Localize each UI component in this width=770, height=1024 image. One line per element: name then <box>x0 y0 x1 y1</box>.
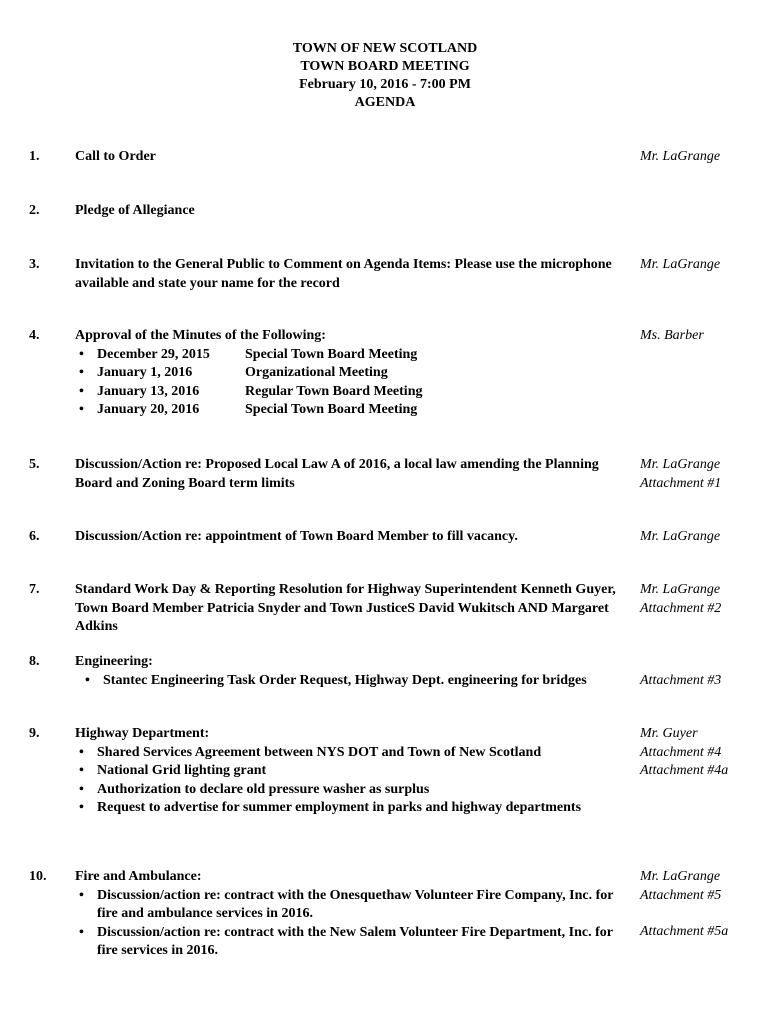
minutes-entry <box>75 401 635 420</box>
item-number: 4. <box>29 328 40 343</box>
item-heading: Highway Department: <box>75 726 210 741</box>
item-number: 10. <box>29 869 47 884</box>
item-number: 9. <box>29 726 40 741</box>
minutes-type: Special Town Board Meeting <box>245 346 418 362</box>
attachment-ref: Attachment #3 <box>640 672 722 688</box>
meeting-name: TOWN BOARD MEETING <box>300 59 470 74</box>
item-text: Standard Work Day & Reporting Resolution for Highway Superintendent Kenneth Guyer, Town Board Member Patricia Snyder and Town JusticeS David Wukitsch AND Margaret Adkins <box>75 582 616 634</box>
agenda-title: AGENDA <box>354 95 416 110</box>
item-text <box>75 653 645 690</box>
attachment-ref: Attachment #5a <box>640 924 729 939</box>
bullet-item: • Discussion/action re: contract with the New Salem Volunteer Fire Department, Inc. for fire services in 2016. <box>75 924 615 961</box>
minutes-entry <box>75 383 635 402</box>
item-number: 2. <box>29 203 40 218</box>
item-presenter <box>640 653 765 690</box>
item-heading: Fire and Ambulance: <box>75 869 202 884</box>
item-text <box>75 327 635 420</box>
presenter-name: Mr. LaGrange <box>640 529 721 544</box>
spacer <box>640 905 765 923</box>
item-number: 3. <box>29 257 40 272</box>
minutes-date: January 20, 2016 <box>97 402 200 417</box>
minutes-type: Regular Town Board Meeting <box>245 383 423 399</box>
meeting-date: February 10, 2016 - 7:00 PM <box>299 77 471 92</box>
minutes-date: January 1, 2016 <box>97 365 193 380</box>
item-number: 8. <box>29 654 40 669</box>
minutes-date: January 13, 2016 <box>97 383 200 399</box>
presenter-name: Mr. LaGrange <box>640 457 721 472</box>
item-number: 6. <box>29 529 40 544</box>
minutes-date: December 29, 2015 <box>97 346 210 362</box>
item-number: 7. <box>29 582 40 597</box>
presenter-name: Mr. Guyer <box>640 726 698 741</box>
minutes-type: Organizational Meeting <box>245 365 388 380</box>
bullet-item: • Stantec Engineering Task Order Request, Highway Dept. engineering for bridges <box>81 672 645 691</box>
minutes-type: Special Town Board Meeting <box>245 402 418 417</box>
presenter-name: Mr. LaGrange <box>640 582 721 597</box>
presenter-name: Ms. Barber <box>640 328 704 343</box>
bullet-item: • National Grid lighting grant <box>75 762 635 781</box>
item-heading: Approval of the Minutes of the Following: <box>75 328 326 343</box>
item-presenter <box>640 868 765 942</box>
item-text: Call to Order <box>75 149 156 164</box>
attachment-ref: Attachment #4a <box>640 763 729 778</box>
item-number: 5. <box>29 457 40 472</box>
item-heading: Engineering: <box>75 654 153 669</box>
agenda-header <box>0 40 770 112</box>
item-presenter <box>640 581 765 618</box>
item-presenter <box>640 528 765 547</box>
attachment-ref: Attachment #1 <box>640 475 722 491</box>
item-text <box>75 868 615 961</box>
item-text: Discussion/Action re: appointment of Town Board Member to fill vacancy. <box>75 529 518 544</box>
bullet-item: • Authorization to declare old pressure washer as surplus <box>75 781 635 800</box>
bullet-item: • Request to advertise for summer employment in parks and highway departments <box>75 799 635 818</box>
presenter-name: Mr. LaGrange <box>640 869 721 884</box>
town-name: TOWN OF NEW SCOTLAND <box>292 41 478 56</box>
presenter-name: Mr. LaGrange <box>640 149 721 164</box>
item-text <box>75 725 635 818</box>
bullet-item: • Shared Services Agreement between NYS DOT and Town of New Scotland <box>75 744 635 763</box>
spacer <box>640 653 765 672</box>
bullet-item: • Discussion/action re: contract with the Onesquethaw Volunteer Fire Company, Inc. for fire and ambulance services in 2016. <box>75 887 615 924</box>
item-presenter <box>640 456 765 493</box>
attachment-ref: Attachment #4 <box>640 744 722 760</box>
minutes-entry <box>75 364 635 383</box>
attachment-ref: Attachment #5 <box>640 887 722 903</box>
minutes-entry <box>75 346 635 365</box>
presenter-name: Mr. LaGrange <box>640 257 721 272</box>
item-presenter <box>640 256 765 275</box>
attachment-ref: Attachment #2 <box>640 600 722 616</box>
item-presenter <box>640 327 765 346</box>
item-number: 1. <box>29 149 40 164</box>
item-presenter <box>640 148 765 167</box>
item-text: Invitation to the General Public to Comment on Agenda Items: Please use the microphone available and state your name for the record <box>75 257 612 291</box>
item-presenter <box>640 725 765 781</box>
item-text: Discussion/Action re: Proposed Local Law A of 2016, a local law amending the Planning Board and Zoning Board term limits <box>75 457 599 491</box>
item-text: Pledge of Allegiance <box>75 203 195 218</box>
